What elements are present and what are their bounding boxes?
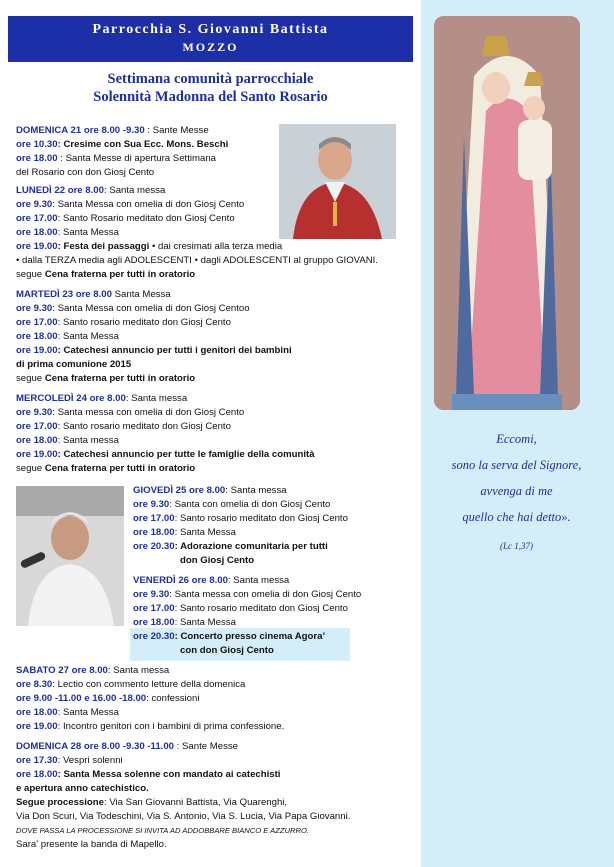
schedule-line [16, 664, 169, 677]
schedule-text: segue [16, 269, 45, 280]
schedule-line [133, 498, 330, 511]
schedule-text: • dalla TERZA media agli ADOLESCENTI • dagli ADOLESCENTI al gruppo GIOVANI. [16, 255, 379, 266]
schedule-text: : Catechesi annuncio per tutti i genitori dei bambini [57, 345, 292, 356]
schedule-day-time: ore 18.00 [16, 435, 58, 446]
parish-town: MOZZO [182, 40, 239, 54]
quote-line: quello che hai detto». [462, 510, 571, 524]
schedule-text: : Santa messa con omelia di don Giosj Cento [169, 589, 362, 600]
schedule-line [133, 526, 236, 539]
quote-line: Eccomi, [496, 432, 537, 446]
schedule-text: : Santa messa [227, 575, 290, 586]
schedule-text: Santa Messa [111, 289, 171, 300]
schedule-line [16, 240, 282, 253]
schedule-line [133, 616, 236, 629]
schedule-line [16, 138, 228, 151]
schedule-day-time: VENERDÌ 26 ore 8.00 [133, 575, 228, 586]
schedule-text: Cena fraterna per tutti in oratorio [44, 269, 196, 280]
statue-illustration [434, 16, 580, 410]
schedule-line [16, 406, 244, 419]
schedule-text: Cresime con Sua Ecc. Mons. Beschi [60, 139, 229, 150]
schedule-line [16, 268, 195, 281]
schedule-day-time: ore 17.00 [16, 317, 58, 328]
event-title: Settimana comunità parrocchiale [107, 71, 314, 87]
schedule-text: : Adorazione comunitaria per tutti [174, 541, 328, 552]
schedule-text: • dai cresimati alla terza media [149, 241, 283, 252]
schedule-day-time: ore 9.30 [16, 303, 53, 314]
schedule-line [16, 184, 165, 197]
schedule-text: : Santa Messa con omelia di don Giosj Centoo [52, 303, 250, 314]
schedule-line [16, 824, 309, 837]
schedule-text: : Santa Messa [57, 331, 119, 342]
schedule-text: e apertura anno catechistico. [16, 783, 149, 794]
schedule-text: : Santa Messa [174, 617, 236, 628]
schedule-text: : Santa messa [57, 435, 119, 446]
schedule-text: : Santo Rosario meditato don Giosj Cento [57, 213, 235, 224]
schedule-text: : Vespri solenni [57, 755, 123, 766]
schedule-day-time: ore 10.30: [16, 139, 61, 150]
madonna-statue-image [434, 16, 580, 410]
schedule-text: : Santo rosario meditato don Giosj Cento [57, 317, 231, 328]
schedule-line [16, 124, 209, 137]
schedule-day-time: SABATO 27 ore 8.00 [16, 665, 108, 676]
schedule-day-time: MARTEDÌ 23 ore 8.00 [16, 289, 112, 300]
schedule-day-time: ore 19.00 [16, 345, 58, 356]
schedule-line [133, 630, 325, 643]
schedule-text: : Santa Messa [57, 707, 119, 718]
schedule-line [133, 512, 348, 525]
bishop-photo [279, 124, 396, 239]
schedule-line [16, 226, 119, 239]
schedule-line [16, 316, 231, 329]
schedule-day-time: ore 20.30 [133, 631, 175, 642]
schedule-day-time: ore 18.00 [16, 331, 58, 342]
schedule-text: Sara' presente la banda di Mapello. [16, 839, 167, 850]
schedule-text: DOVE PASSA LA PROCESSIONE SI INVITA AD ADDOBBARE BIANCO E AZZURRO. [16, 826, 309, 835]
schedule-day-time: ore 9.30 [133, 499, 170, 510]
schedule-line [16, 434, 119, 447]
schedule-text: con don Giosj Cento [180, 645, 274, 656]
schedule-day-time: ore 9.30 [133, 589, 170, 600]
schedule-day-time: DOMENICA 28 ore 8.00 -9.30 -11.00 [16, 741, 175, 752]
schedule-line [16, 768, 280, 781]
schedule-day-time: GIOVEDÌ 25 ore 8.00 [133, 485, 226, 496]
schedule-day-time: ore 19.00 [16, 241, 58, 252]
schedule-day-time: ore 17.00 [16, 421, 58, 432]
schedule-line [16, 302, 250, 315]
schedule-day-time: ore 18.00 [133, 527, 175, 538]
schedule-day-time: ore 18.00 [16, 153, 58, 164]
schedule-line [16, 810, 350, 823]
schedule-line [16, 372, 195, 385]
scripture-quote [424, 426, 609, 530]
schedule-line [133, 574, 289, 587]
schedule-day-time: ore 17.30 [16, 755, 58, 766]
schedule-text: : Santa Messe di apertura Settimana [57, 153, 216, 164]
schedule-text: Segue processione [16, 797, 104, 808]
schedule-line [133, 540, 328, 553]
schedule-text: : Santa Messa [57, 227, 119, 238]
schedule-text: : Santa con omelia di don Giosj Cento [169, 499, 331, 510]
schedule-day-time: ore 19.00 [16, 449, 58, 460]
schedule-line [16, 754, 123, 767]
schedule-line [180, 554, 254, 567]
schedule-day-time: ore 9.30 [16, 199, 53, 210]
schedule-day-time: ore 9.00 -11.00 e 16.00 -18.00 [16, 693, 147, 704]
schedule-day-time: ore 17.00 [133, 513, 175, 524]
schedule-text: : Santa Messa [174, 527, 236, 538]
schedule-text: : Sante Messe [144, 125, 209, 136]
schedule-text: : Sante Messe [174, 741, 239, 752]
schedule-line [16, 166, 154, 179]
schedule-text: del Rosario con don Giosj Cento [16, 167, 155, 178]
schedule-text: : Santa messa con omelia di don Giosj Cento [52, 407, 245, 418]
schedule-text: : Santa messa [103, 185, 166, 196]
schedule-line [16, 678, 245, 691]
schedule-text: : Santa messa [125, 393, 188, 404]
schedule-text: : Concerto presso cinema Agora’ [174, 631, 326, 642]
schedule-text: : Via San Giovanni Battista, Via Quarenghi, [103, 797, 288, 808]
schedule-text: Via Don Scuri, Via Todeschini, Via S. Antonio, Via S. Lucia, Via Papa Giovanni. [16, 811, 351, 822]
schedule-text: : confessioni [146, 693, 200, 704]
schedule-day-time: ore 18.00 [16, 707, 58, 718]
schedule-day-time: ore 18.00 [16, 769, 58, 780]
schedule-line [16, 212, 235, 225]
parish-name: Parrocchia S. Giovanni Battista [92, 22, 329, 37]
schedule-text: don Giosj Cento [180, 555, 255, 566]
schedule-line [16, 462, 195, 475]
schedule-day-time: DOMENICA 21 ore 8.00 -9.30 [16, 125, 145, 136]
event-titles [8, 70, 413, 106]
schedule-line [133, 484, 287, 497]
priest-photo [16, 486, 124, 626]
parish-header-banner [8, 16, 413, 62]
schedule-text: : Santa messa [107, 665, 170, 676]
schedule-text: Cena fraterna per tutti in oratorio [44, 373, 196, 384]
bishop-illustration [279, 124, 396, 239]
schedule-line [16, 706, 119, 719]
schedule-day-time: ore 19.00 [16, 721, 58, 732]
schedule-line [16, 720, 284, 733]
quote-line: avvenga di me [480, 484, 553, 498]
schedule-text: : Santo rosario meditato don Giosj Cento [174, 603, 348, 614]
schedule-text: : Santo rosario meditato don Giosj Cento [57, 421, 231, 432]
schedule-day-time: ore 17.00 [133, 603, 175, 614]
schedule-line [16, 448, 315, 461]
schedule-text: : Festa dei passaggi [57, 241, 150, 252]
schedule-line [133, 602, 348, 615]
schedule-line [16, 254, 378, 267]
quote-line: sono la serva del Signore, [451, 458, 582, 472]
schedule-day-time: ore 8.30 [16, 679, 53, 690]
schedule-line [16, 740, 238, 753]
schedule-day-time: LUNEDÌ 22 ore 8.00 [16, 185, 104, 196]
schedule-day-time: ore 18.00 [133, 617, 175, 628]
priest-illustration [16, 486, 124, 626]
schedule-line [16, 152, 216, 165]
schedule-line [16, 392, 187, 405]
schedule-text: : Santa Messa solenne con mandato ai catechisti [57, 769, 281, 780]
schedule-line [16, 198, 244, 211]
schedule-text: : Catechesi annuncio per tutte le famiglie della comunità [57, 449, 315, 460]
schedule-line [16, 344, 292, 357]
schedule-day-time: MERCOLEDÌ 24 ore 8.00 [16, 393, 126, 404]
schedule-day-time: ore 18.00 [16, 227, 58, 238]
schedule-line [16, 838, 167, 851]
schedule-text: segue [16, 463, 45, 474]
schedule-line [16, 782, 149, 795]
schedule-text: : Santa messa [225, 485, 287, 496]
schedule-line [16, 358, 131, 371]
schedule-text: : Santa Messa con omelia di don Giosj Cento [52, 199, 245, 210]
schedule-text: : Incontro genitori con i bambini di prima confessione. [57, 721, 285, 732]
schedule-day-time: ore 17.00 [16, 213, 58, 224]
schedule-line [16, 692, 199, 705]
schedule-day-time: ore 9.30 [16, 407, 53, 418]
event-subtitle: Solennità Madonna del Santo Rosario [93, 89, 328, 105]
schedule-line [16, 420, 231, 433]
schedule-day-time: ore 20.30 [133, 541, 175, 552]
schedule-line [16, 288, 171, 301]
quote-citation: (Lc 1,37) [500, 541, 533, 551]
schedule-line [133, 588, 361, 601]
schedule-line [180, 644, 274, 657]
schedule-text: di prima comunione 2015 [16, 359, 132, 370]
schedule-text: : Santo rosario meditato don Giosj Cento [174, 513, 348, 524]
schedule-text: segue [16, 373, 45, 384]
schedule-text: : Lectio con commento letture della domenica [52, 679, 246, 690]
schedule-line [16, 796, 287, 809]
schedule-text: Cena fraterna per tutti in oratorio [44, 463, 196, 474]
schedule-line [16, 330, 119, 343]
